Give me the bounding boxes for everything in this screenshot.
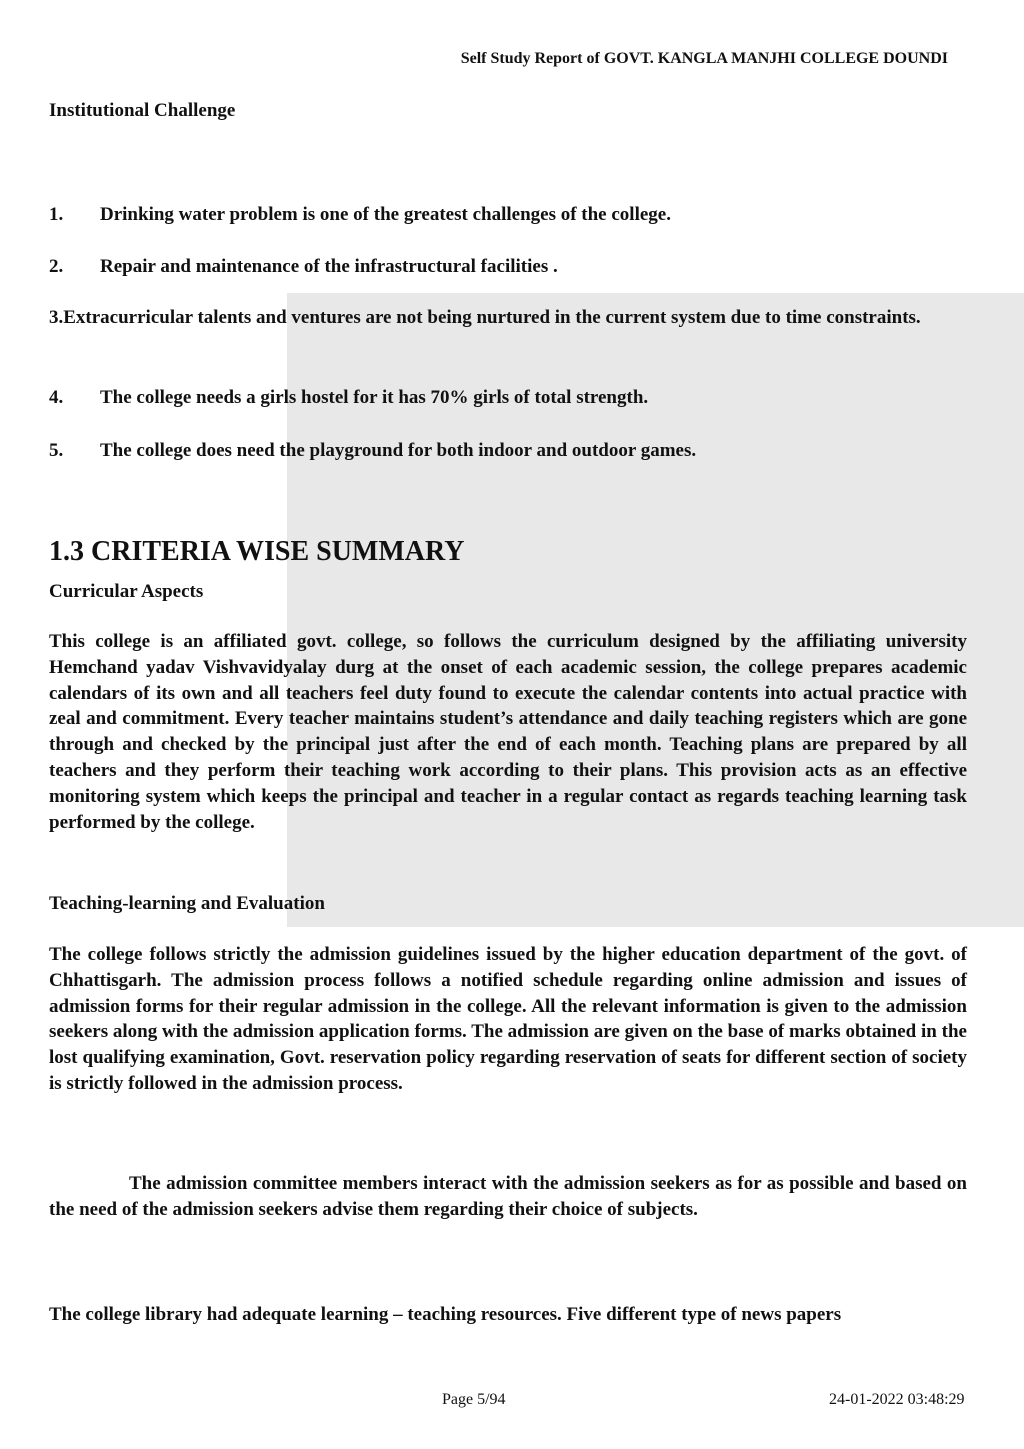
admission-paragraph: The college follows strictly the admission guidelines issued by the higher education department of the govt. of Chhattisgarh. The admission process follows a notified schedule regarding online admission and issues of admission forms for their regular admission in the college. All the relevant information is given to the admission seekers along with the admission application forms. The admission are given on the base of marks obtained in the lost qualifying examination, Govt. reservation policy regarding reservation of seats for different section of society is strictly followed in the admission process.: [49, 944, 967, 1094]
challenge-number: 1.: [49, 204, 64, 225]
curricular-aspects-heading: Curricular Aspects: [49, 581, 204, 602]
challenge-text: Drinking water problem is one of the greatest challenges of the college.: [100, 204, 671, 225]
page-header: Self Study Report of GOVT. KANGLA MANJHI COLLEGE DOUNDI: [460, 50, 948, 67]
challenge-number: 4.: [49, 387, 64, 408]
library-paragraph: The college library had adequate learning – teaching resources. Five different type of news papers: [49, 1304, 842, 1325]
challenge-item-3: 3.Extracurricular talents and ventures are not being nurtured in the current system due to time constraints.: [49, 307, 921, 328]
challenge-item-1: [49, 204, 967, 226]
teaching-learning-heading: Teaching-learning and Evaluation: [49, 893, 325, 914]
challenge-item-2: [49, 256, 967, 278]
admission-committee-paragraph: The admission committee members interact with the admission seekers as for as possible and based on the need of the admission seekers advise them regarding their choice of subjects.: [49, 1173, 967, 1220]
challenge-number: 5.: [49, 440, 64, 461]
criteria-summary-heading: 1.3 CRITERIA WISE SUMMARY: [49, 536, 465, 567]
challenge-text: The college needs a girls hostel for it has 70% girls of total strength.: [100, 387, 649, 408]
timestamp: 24-01-2022 03:48:29: [829, 1391, 965, 1408]
institutional-challenge-heading: Institutional Challenge: [49, 100, 236, 121]
challenge-text: Repair and maintenance of the infrastructural facilities .: [100, 256, 558, 277]
challenge-item-4: [49, 387, 967, 409]
challenge-item-5: [49, 440, 967, 462]
curricular-aspects-paragraph: This college is an affiliated govt. college, so follows the curriculum designed by the affiliating university Hemchand yadav Vishvavidyalay durg at the onset of each academic session, the college prepares academic calendars of its own and all teachers feel duty found to execute the calendar contents into actual practice with zeal and commitment. Every teacher maintains student’s attendance and daily teaching registers which are gone through and checked by the principal just after the end of each month. Teaching plans are prepared by all teachers and they perform their teaching work according to their plans. This provision acts as an effective monitoring system which keeps the principal and teacher in a regular contact as regards teaching learning task performed by the college.: [49, 631, 967, 833]
challenge-text: The college does need the playground for both indoor and outdoor games.: [100, 440, 697, 461]
page-number: Page 5/94: [442, 1391, 506, 1408]
challenge-number: 2.: [49, 256, 64, 277]
